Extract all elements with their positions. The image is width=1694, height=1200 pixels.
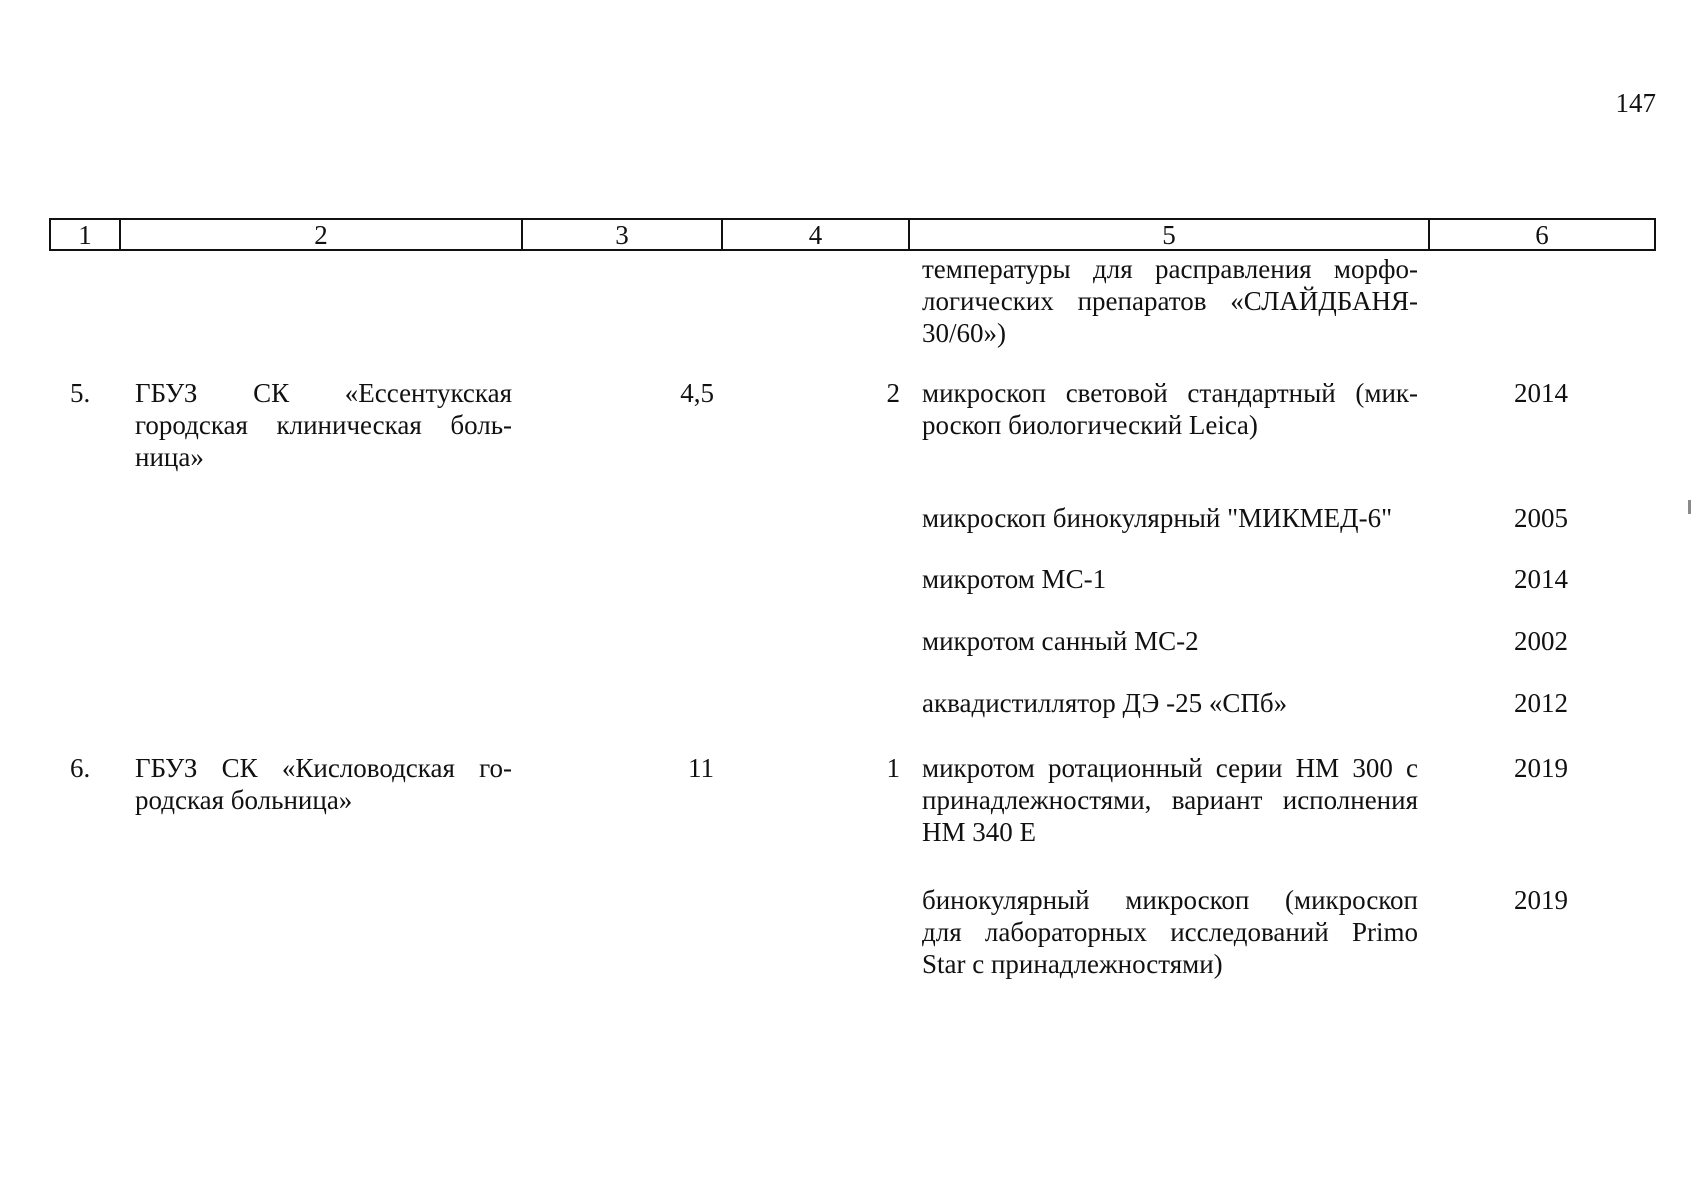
- header-cell-3: 3: [523, 220, 723, 249]
- row-number: 5.: [70, 378, 91, 408]
- equipment-year: 2019: [1514, 753, 1568, 783]
- equipment-line: микротом санный МС-2: [922, 626, 1199, 656]
- equipment-year: 2005: [1514, 503, 1568, 533]
- equipment-line: НМ 340 Е: [922, 817, 1036, 847]
- equipment-item: [922, 502, 1418, 534]
- equipment-year: 2014: [1514, 564, 1568, 594]
- equipment-year: 2002: [1514, 626, 1568, 656]
- header-cell-6: 6: [1535, 220, 1549, 250]
- column-4-value: 1: [886, 753, 900, 783]
- equipment-line: бинокулярный микроскоп (микроскоп: [922, 885, 1418, 915]
- equipment-year: 2019: [1514, 885, 1568, 915]
- page-number: 147: [1615, 88, 1656, 118]
- scan-mark: [1688, 500, 1691, 514]
- equipment-line: аквадистиллятор ДЭ -25 «СПб»: [922, 688, 1288, 718]
- institution-name: [135, 752, 512, 816]
- equipment-item: [922, 563, 1418, 595]
- continuation-equipment: [922, 253, 1418, 349]
- equipment-item: [922, 884, 1418, 980]
- institution-line: родская больница»: [135, 785, 353, 815]
- row-number: 6.: [70, 753, 91, 783]
- equipment-item: [922, 377, 1418, 441]
- equipment-line: микротом МС-1: [922, 564, 1107, 594]
- header-cell-5: 5: [910, 220, 1430, 249]
- equipment-line: микроскоп бинокулярный "МИКМЕД-6": [922, 503, 1393, 533]
- equipment-line: принадлежностями, вариант исполнения: [922, 785, 1418, 815]
- equipment-line: температуры для расправления морфо-: [922, 254, 1418, 284]
- equipment-year: 2014: [1514, 378, 1568, 408]
- institution-line: городская клиническая боль-: [135, 410, 512, 440]
- institution-line: ГБУЗ СК «Ессентукская: [135, 378, 512, 408]
- equipment-line: 30/60»): [922, 318, 1006, 348]
- equipment-line: логических препаратов «СЛАЙДБАНЯ-: [922, 286, 1418, 316]
- column-3-value: 11: [688, 753, 714, 783]
- equipment-item: [922, 687, 1418, 719]
- equipment-line: микротом ротационный серии НМ 300 с: [922, 753, 1418, 783]
- equipment-line: для лабораторных исследований Primo: [922, 917, 1418, 947]
- header-cell-2: 2: [121, 220, 523, 249]
- equipment-line: роскоп биологический Leica): [922, 410, 1258, 440]
- equipment-line: микроскоп световой стандартный (мик-: [922, 378, 1418, 408]
- header-cell-4: 4: [723, 220, 910, 249]
- column-3-value: 4,5: [680, 378, 714, 408]
- institution-line: ница»: [135, 442, 204, 472]
- table-header-row: [49, 218, 1656, 251]
- institution-line: ГБУЗ СК «Кисловодская го-: [135, 753, 512, 783]
- equipment-year: 2012: [1514, 688, 1568, 718]
- column-4-value: 2: [886, 378, 900, 408]
- equipment-item: [922, 752, 1418, 848]
- header-cell-1: 1: [51, 220, 121, 249]
- equipment-item: [922, 625, 1418, 657]
- institution-name: [135, 377, 512, 473]
- equipment-line: Star с принадлежностями): [922, 949, 1223, 979]
